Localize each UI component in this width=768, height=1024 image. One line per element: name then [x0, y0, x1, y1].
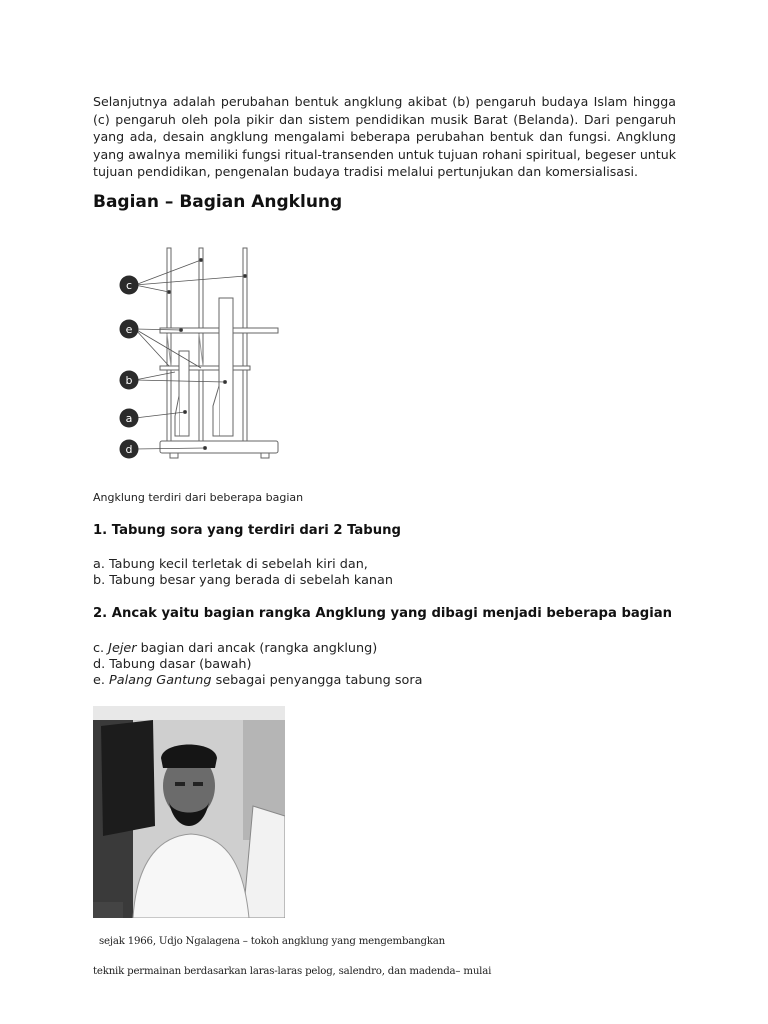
list-item: a. Tabung kecil terletak di sebelah kiri dan,: [93, 557, 368, 572]
list-item: c. Jejer bagian dari ancak (rangka angklung): [93, 641, 378, 656]
photo-caption-line1: sejak 1966, Udjo Ngalagena – tokoh angklung yang mengembangkan: [99, 936, 446, 947]
svg-text:a: a: [125, 412, 133, 425]
intro-paragraph: Selanjutnya adalah perubahan bentuk angklung akibat (b) pengaruh budaya Islam hingga (c) pengaruh oleh pola pikir dan sistem pendidikan musik Barat (Belanda). Dari pengaruh yang ada, desain angklung mengalami beberapa perubahan bentuk dan fungsi. Angklung yang awalnya memiliki fungsi ritual-transenden untuk tujuan rohani spiritual, begeser untuk tujuan pendidikan, pengenalan budaya tradisi melalui pertunjukan dan komersialisasi.: [93, 94, 676, 180]
section-heading: Bagian – Bagian Angklung: [93, 192, 343, 212]
photo-caption-line2: teknik permainan berdasarkan laras-laras pelog, salendro, dan madenda– mulai: [93, 966, 492, 977]
diagram-marker-e: [120, 320, 139, 339]
section1-list: [93, 557, 393, 589]
angklung-diagram: [115, 236, 285, 466]
section2-list: [93, 641, 422, 689]
list-item: d. Tabung dasar (bawah): [93, 657, 252, 672]
section1-title: 1. Tabung sora yang terdiri dari 2 Tabung: [93, 523, 401, 538]
svg-text:d: d: [125, 443, 133, 456]
diagram-marker-d: [120, 440, 139, 459]
svg-text:c: c: [125, 279, 133, 292]
diagram-marker-a: [120, 409, 139, 428]
list-item: e. Palang Gantung sebagai penyangga tabung sora: [93, 673, 423, 688]
svg-text:b: b: [125, 374, 133, 387]
svg-text:e: e: [125, 323, 133, 336]
diagram-marker-c: [120, 276, 139, 295]
diagram-caption: Angklung terdiri dari beberapa bagian: [93, 491, 304, 504]
list-item: b. Tabung besar yang berada di sebelah kanan: [93, 573, 393, 588]
portrait-photo: [93, 706, 285, 918]
section2-title: 2. Ancak yaitu bagian rangka Angklung yang dibagi menjadi beberapa bagian: [93, 606, 673, 621]
diagram-marker-b: [120, 371, 139, 390]
